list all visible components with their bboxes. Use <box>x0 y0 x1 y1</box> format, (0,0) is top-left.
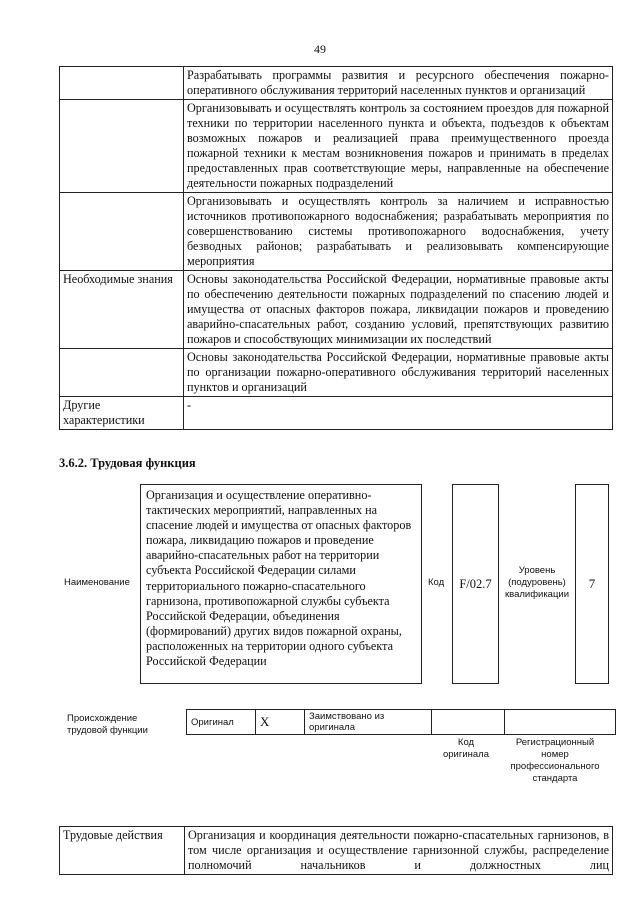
table-row <box>60 67 613 100</box>
row-label <box>60 100 184 193</box>
table-row <box>60 100 613 193</box>
registration-number-cell <box>505 710 616 735</box>
code-value <box>452 484 499 684</box>
table-row <box>60 349 613 397</box>
row-text: Организовывать и осуществлять контроль за состоянием проездов для пожарной техники по территории населенного пункта и объекта, подъездов к объектам возможных пожаров и реализацией права преимущественного проезда пожарной техники к местам возникновения пожаров и принимать в пределах предоставленных прав соответствующие меры, направленные на обеспечение деятельности пожарных подразделений <box>184 100 613 193</box>
row-text: Разрабатывать программы развития и ресурсного обеспечения пожарно-оперативного обслуживания территорий населенных пунктов и организаций <box>184 67 613 100</box>
row-text: Основы законодательства Российской Федерации, нормативные правовые акты по организации пожарно-оперативного обслуживания территорий населенных пунктов и организаций <box>184 349 613 397</box>
origin-label: Происхождение трудовой функции <box>67 713 148 736</box>
upper-table <box>59 66 613 430</box>
table-row <box>60 193 613 271</box>
original-mark: X <box>256 710 305 735</box>
code-value-text: F/02.7 <box>459 576 492 591</box>
row-label <box>60 67 184 100</box>
actions-label: Трудовые действия <box>60 827 185 875</box>
original-label: Оригинал <box>187 710 256 735</box>
table-row <box>60 827 613 875</box>
original-code-caption: Код оригинала <box>442 737 489 760</box>
borrowed-label: Заимствовано из оригинала <box>305 710 432 735</box>
level-value <box>575 484 609 684</box>
row-text: Организовывать и осуществлять контроль за наличием и исправностью источников противопожарного водоснабжения; разрабатывать мероприятия по совершенствованию системы противопожарного водоснабжения, учету безводных районов; разрабатывать и реализовывать компенсирующие мероприятия <box>184 193 613 271</box>
page-number: 49 <box>314 42 326 56</box>
table-row <box>60 397 613 430</box>
table-row <box>60 271 613 349</box>
row-label <box>60 349 184 397</box>
actions-text: Организация и координация деятельности пожарно-спасательных гарнизонов, в том числе организация и осуществление гарнизонной службы, распределение полномочий начальников и должностных лиц <box>185 827 613 875</box>
origin-table <box>186 709 616 735</box>
row-label: Необходимые знания <box>60 271 184 349</box>
level-label: Уровень (подуровень) квалификации <box>504 565 570 600</box>
row-text: Основы законодательства Российской Федерации, нормативные правовые акты по обеспечению деятельности пожарных подразделений по спасению людей и имущества от опасных факторов пожара, ликвидации пожаров и проведению аварийно-спасательных работ, созданию условий, препятствующих развитию пожаров и способствующих минимизации их последствий <box>184 271 613 349</box>
code-label: Код <box>428 577 445 588</box>
row-label <box>60 193 184 271</box>
registration-number-caption: Регистрационный номер профессионального стандарта <box>510 737 600 784</box>
function-name-text: Организация и осуществление оперативно-тактических мероприятий, направленных на спасение людей и имущества от опасных факторов пожара, ликвидацию пожаров и проведение аварийно-спасательных работ на территории субъекта Российской Федерации силами территориального пожарно-спасательного гарнизона, противопожарной службы субъекта Российской Федерации, объединения (формирований) других видов пожарной охраны, расположенных на территории одного субъекта Российской Федерации <box>140 484 422 684</box>
original-code-cell <box>432 710 505 735</box>
actions-table <box>59 826 613 875</box>
section-title: 3.6.2. Трудовая функция <box>59 456 196 470</box>
row-text: - <box>184 397 613 430</box>
row-label: Другие характеристики <box>60 397 184 430</box>
function-name-label: Наименование <box>64 577 130 588</box>
level-value-text: 7 <box>588 576 596 591</box>
